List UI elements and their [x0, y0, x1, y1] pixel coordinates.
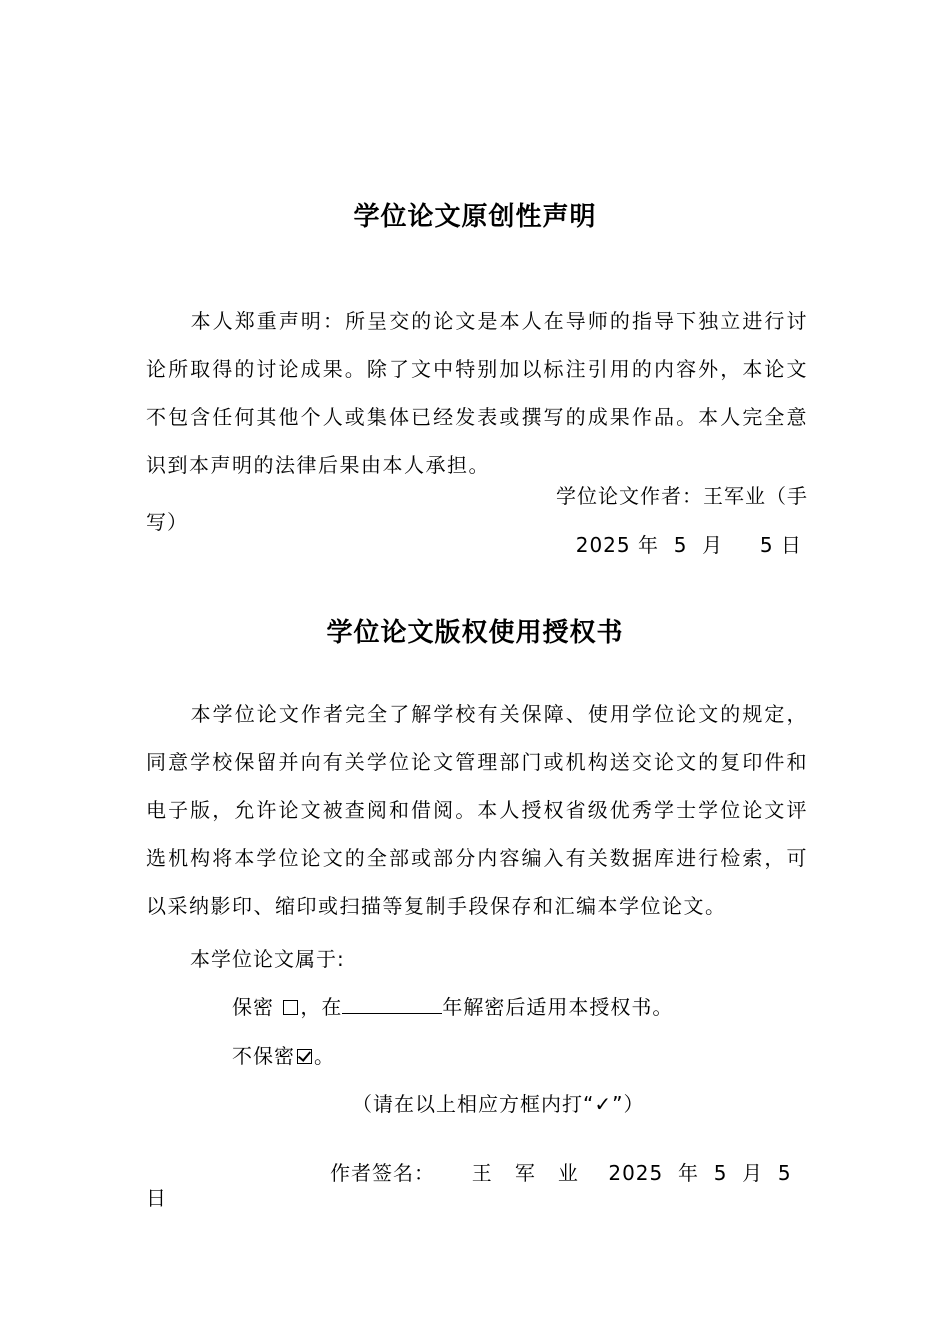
- option-confidential: [232, 991, 673, 1020]
- option-confidential-label: 保密: [232, 995, 274, 1019]
- nonconfidential-checkbox[interactable]: [297, 1049, 312, 1064]
- option-confidential-mid: ，在: [300, 995, 343, 1019]
- declaration-signature-line-wrap: 写）: [146, 510, 188, 534]
- author-signature-line: 作者签名： 王 军 业 2025 年 5 月 5: [330, 1161, 792, 1185]
- declaration-signature-line: 学位论文作者：王军业（手: [556, 484, 808, 508]
- option-nonconfidential-label: 不保密: [232, 1044, 295, 1068]
- declaration-date: 2025 年 5 月 5 日: [575, 533, 802, 557]
- author-signature-line-wrap: 日: [146, 1186, 167, 1210]
- option-nonconfidential: [232, 1040, 335, 1069]
- authorization-body-text: 本学位论文作者完全了解学校有关保障、使用学位论文的规定，同意学校保留并向有关学位论文管理部门或机构送交论文的复印件和电子版，允许论文被查阅和借阅。本人授权省级优秀学士学位论文评选机构将本学位论文的全部或部分内容编入有关数据库进行检索，可以采纳影印、缩印或扫描等复制手段保存和汇编本学位论文。: [146, 702, 808, 918]
- confidential-checkbox[interactable]: [283, 1000, 298, 1015]
- declaration-body-text: 本人郑重声明：所呈交的论文是本人在导师的指导下独立进行讨论所取得的讨论成果。除了文中特别加以标注引用的内容外，本论文不包含任何其他个人或集体已经发表或撰写的成果作品。本人完全意识到本声明的法律后果由本人承担。: [146, 309, 808, 477]
- declaration-body: [146, 297, 808, 489]
- checkmark-note: （请在以上相应方框内打“✓”）: [352, 1092, 645, 1116]
- authorization-title: 学位论文版权使用授权书: [326, 618, 624, 648]
- year-blank[interactable]: [342, 995, 442, 1014]
- belongs-label: 本学位论文属于:: [190, 947, 345, 971]
- option-nonconfidential-suffix: 。: [314, 1044, 335, 1068]
- option-confidential-suffix: 年解密后适用本授权书。: [442, 995, 674, 1019]
- declaration-title: 学位论文原创性声明: [353, 202, 597, 232]
- authorization-body: [146, 690, 808, 930]
